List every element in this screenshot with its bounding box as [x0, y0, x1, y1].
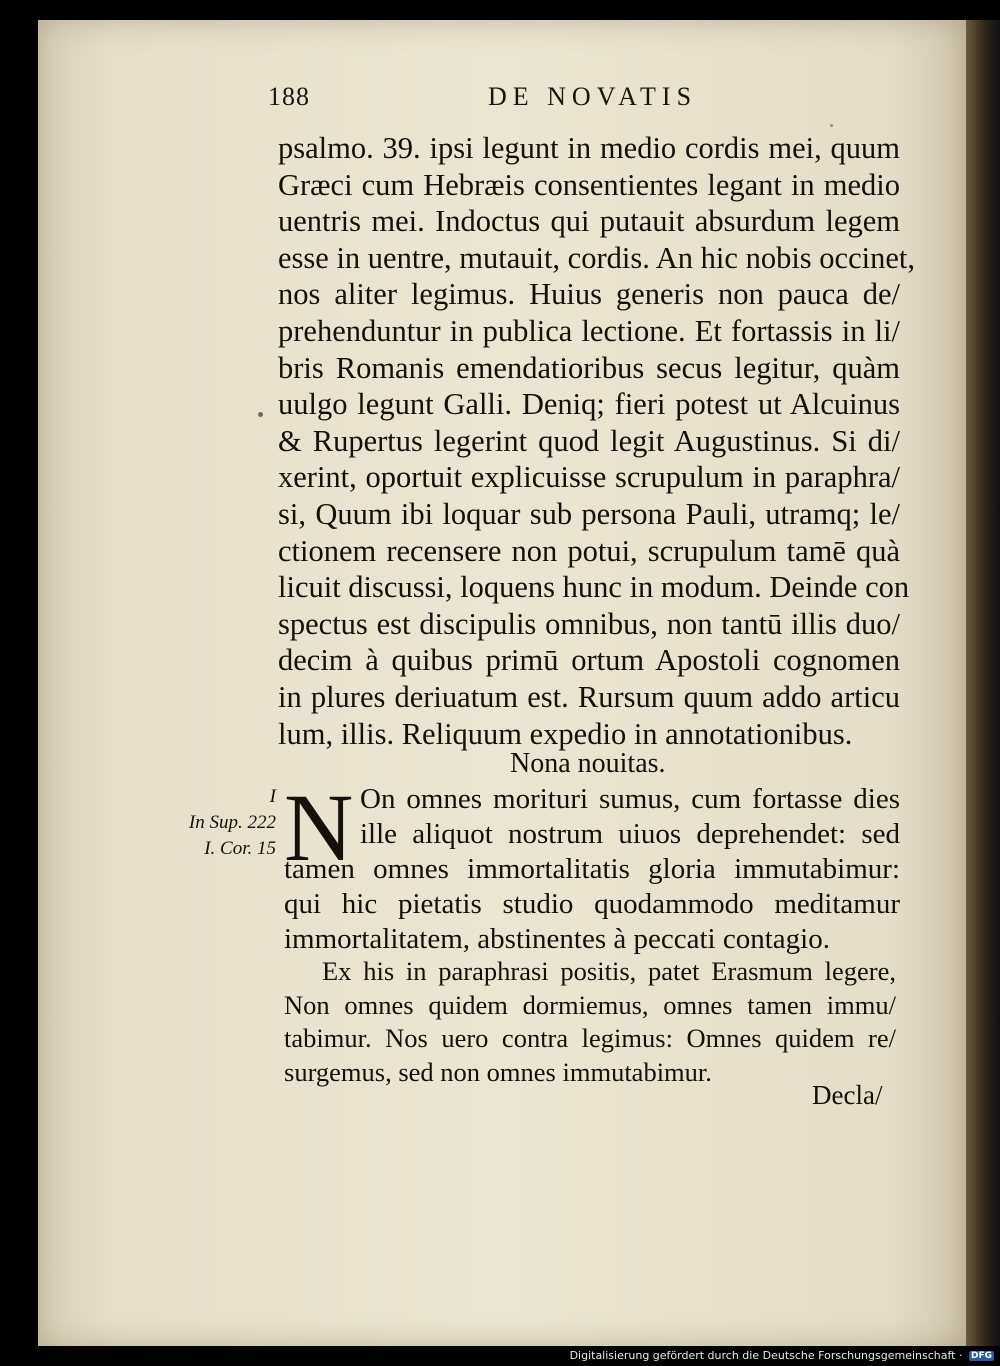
- text-line: uentris mei. Indoctus qui putauit absurdum legem: [278, 204, 900, 239]
- text-line: Non omnes quidem dormiemus, omnes tamen immu/: [284, 989, 896, 1020]
- marginal-note: I. Cor. 15: [204, 838, 276, 859]
- text-line: bris Romanis emendatioribus secus legitur, quàm: [278, 350, 900, 385]
- paragraph-two: [284, 955, 896, 1089]
- running-title: DE NOVATIS: [488, 82, 698, 111]
- text-line: ille aliquot nostrum uiuos deprehendet: sed: [360, 818, 900, 850]
- footer-credit: [570, 1349, 994, 1362]
- text-line: surgemus, sed non omnes immutabimur.: [284, 1056, 712, 1087]
- text-line: Ex his in paraphrasi positis, patet Erasmum legere,: [322, 956, 896, 986]
- running-head: [268, 82, 698, 122]
- text-line: immortalitatem, abstinentes à peccati contagio.: [284, 923, 830, 955]
- text-line: tamen omnes immortalitatis gloria immutabimur:: [284, 853, 900, 885]
- text-line: qui hic pietatis studio quodammodo meditamur: [284, 888, 900, 920]
- text-line: tabimur. Nos uero contra legimus: Omnes quidem re/: [284, 1023, 896, 1053]
- text-line: si, Quum ibi loquar sub persona Pauli, utramq; le/: [278, 496, 900, 531]
- text-line: uulgo legunt Galli. Deniq; fieri potest ut Alcuinus: [278, 387, 900, 422]
- body-text: [278, 130, 915, 752]
- text-line: lum, illis. Reliquum expedio in annotationibus.: [278, 716, 853, 751]
- catchword: Decla/: [812, 1080, 883, 1110]
- marginal-note: In Sup. 222: [188, 812, 276, 833]
- section-heading: Nona nouitas.: [510, 748, 666, 779]
- text-line: On omnes morituri sumus, cum fortasse dies: [360, 783, 900, 815]
- text-line: spectus est discipulis omnibus, non tantū illis duo/: [278, 606, 900, 641]
- text-line: esse in uentre, mutauit, cordis. An hic nobis occinet,: [278, 240, 915, 275]
- text-line: psalmo. 39. ipsi legunt in medio cordis mei, quum: [278, 131, 900, 165]
- text-line: & Rupertus legerint quod legit Augustinus. Si di/: [278, 423, 900, 458]
- text-line: prehenduntur in publica lectione. Et fortassis in li/: [278, 313, 900, 348]
- text-line: xerint, oportuit explicuisse scrupulum in paraphra/: [278, 460, 900, 495]
- text-line: decim à quibus primū ortum Apostoli cognomen: [278, 643, 900, 678]
- paragraph-continuation: [284, 852, 900, 957]
- text-line: ctionem recensere non potui, scrupulum tamē quà: [278, 533, 900, 568]
- text-line: licuit discussi, loquens hunc in modum. Deinde con: [278, 570, 910, 605]
- paper-speck: [830, 124, 833, 127]
- book-spine-edge: [966, 20, 1000, 1346]
- text-line: in plures deriuatum est. Rursum quum addo articu: [278, 679, 900, 714]
- page-number: 188: [268, 82, 310, 111]
- marginal-note: I: [269, 786, 276, 807]
- paper-speck: [258, 412, 263, 417]
- drop-cap: N: [284, 774, 354, 881]
- marginal-notes: [168, 784, 276, 862]
- text-line: nos aliter legimus. Huius generis non pauca de/: [278, 277, 900, 312]
- text-line: Græci cum Hebræis consentientes legant in medio: [278, 167, 900, 202]
- funding-credit-text: Digitalisierung gefördert durch die Deutsche Forschungsgemeinschaft ·: [569, 1349, 963, 1362]
- drop-cap-lines: [360, 782, 900, 852]
- dfg-logo: DFG: [970, 1351, 992, 1361]
